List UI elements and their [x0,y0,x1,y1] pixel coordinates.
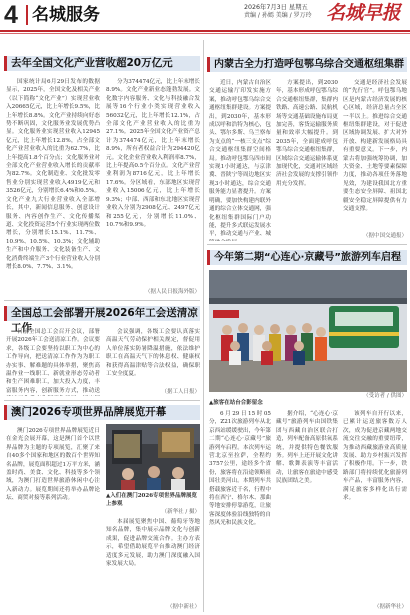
article4-source: （据中国交通报） [362,233,407,239]
article5-headline: 今年第二期“心连心·京藏号”旅游列车启程 [210,250,407,265]
article4-column-2 [276,79,338,241]
section-divider [207,244,407,245]
section-name: 名城服务 [32,5,100,25]
article3-column-1 [6,427,100,611]
article1-source: （据人民日报海外版） [144,289,200,295]
section-divider [4,300,200,301]
article3-photo-credit: （新华社 / 摄） [161,509,200,515]
article5-column-3 [343,410,407,600]
article4-body-2: 方案提出，到2030年，基本形成呼包鄂乌综合交通枢纽集群，集群内铁路、高速公路、民航机场等交通基础设施布局更加完善，客货运输服务质量和效率大幅提升。到2035年，全面建成呼包鄂乌综合交通枢纽集群，区域综合交通运输体系更加现代化，交通对区域经济社会发展的支撑引领作用充分发挥。 [276,80,338,187]
article1-column-2 [106,78,200,288]
editor-credit: 责编 / 孙嫣 美编 / 罗万玲 [244,12,312,19]
article5-caption: ▲旅客在站台合影留念 [209,400,263,406]
article1-headline: 去年全国文化产业营收超20万亿元 [7,56,200,71]
article3-body-2: 本届展览聚焦中国、葡萄牙等地知名品牌，集中展示品牌文化与创新成果，促进品牌交流合作。主办方表示，希望借助展览平台推动澳门经济适度多元发展，助力澳门深度融入国家发展大局。 [106,519,200,568]
train-platform-photo-graphic [209,270,407,392]
article2-body-2: 会议强调，各级工会要认真落实高温天气劳动保护相关规定，督促用人单位落实防暑降温措施，依法维护职工在高温天气下的休息权、健康权和获得高温津贴等合法权益，确保职工安全度夏。 [106,329,200,378]
article3-column-2 [106,518,200,602]
issue-date: 2026年7月3日 星期五 [244,4,308,11]
article4-headline: 内蒙古全力打造呼包鄂乌综合交通枢纽集群 [210,57,407,72]
article5-body-3: 该列车自开行以来，已累计运送旅客数万人次，成为促进京藏两地交流交往交融的重要纽带，为推动西藏旅游业高质量发展、助力乡村振兴发挥了积极作用。下一步，铁路部门将持续优化旅游列车产品，丰富服务内容，满足旅客多样化出行需求。 [343,411,407,502]
article5-column-2 [276,410,338,610]
article4-column-3 [343,79,407,229]
page-number: 4 [4,1,18,29]
article2-headline: 全国总工会部署开展2026年工会送清凉工作 [7,306,200,321]
article3-photo [106,424,200,490]
article3-caption: ▲入们在澳门2026专项世界品牌展览上参观 [106,493,198,507]
article3-headline: 澳门2026专项世界品牌展览开幕 [7,405,200,420]
article4-column-1 [209,79,271,241]
article2-source: （据工人日报） [161,389,200,395]
article5-column-1 [209,410,271,610]
section-divider [4,400,200,401]
header-rule [0,30,410,32]
article3-body-1: 澳门2026专项世界品牌展览近日在金光会展开幕，这是澳门首个以世界品牌为主题的专项展览，汇聚了来自40多个国家和地区的数百个世界知名品牌，展览面积超过1万平方米，涵盖时尚、美食、文化、科技等多个领域，为澳门打造世界旅游休闲中心注入新动力。展览期间还将举办品牌论坛、商贸对接等系列活动。 [6,428,100,502]
newspaper-logo: 名城早报 [326,2,401,24]
article5-photo-credit: （受访者 / 供图） [363,393,407,399]
exhibition-photo-graphic [106,424,200,490]
header-rule-thin [0,33,410,34]
article3-source: （据中新社） [166,604,200,610]
article4-body-3: 交通是经济社会发展的“先行官”。呼包鄂乌地区是内蒙古经济发展的核心区域，经济总量占全区一半以上。推进综合交通枢纽集群建设，对于促进区域协调发展、扩大对外开放、构建新发展格局具有重要意义。下一步，内蒙古将加强统筹协调，加大资金、土地等要素保障力度，推动各项任务落地见效，为建设我国北方重要生态安全屏障、祖国北疆安全稳定屏障提供有力交通支撑。 [343,80,407,213]
article5-body-2: 据介绍，“心连心·京藏号”旅游列车由国铁集团与西藏自治区联合打造，列车配备高原供氧系统，并提供特色餐饮服务。列车上还开展文化讲解、歌舞表演等丰富活动，让旅客在旅途中感受民族团结之美。 [276,411,338,485]
article2-body-1: 日前全国总工会召开会议，部署开展2026年工会送清凉工作。会议要求，各级工会要坚持以职工为中心的工作导向，把送清凉工作作为为职工办实事、解难题的具体举措，聚焦高温作业一线职工、新就业形态劳动者和生产困难职工，加大投入力度，丰富服务内容，创新服务方式，推动送 [6,329,100,394]
article2-column-1 [6,328,100,396]
article5-source: （据新华社） [373,604,407,610]
article1-body-1: 国家统计局6月29日发布的数据显示，2025年，全国文化及相关产业（以下简称“文化产业”）实现营业收入20665亿元，比上年增长9.5%，比上年增长8.8%。文化产业持续向好态势不断巩固，文化服务业发展优势凸显。文化服务业实现营业收入12945亿元，比上年增长12.8%，占全部文化产业营业收入的比重为62.7%，比上年提高1.8个百分点；文化服务业对全部文化产业营业收入增长的贡献率为82.7%。文化制造业、文化批发零售业分别实现营业收入4919亿元和3526亿元，分别增长6.4%和0.5%。文化产业九大行业营业收入全部增长，其中，新闻信息服务、创意设计服务、内容创作生产、文化传播渠道、文化投资运营5个行业实现两位数增长，分别增长15.1%、11.7%、10.9%、10.5%、10.3%；文化辅助生产和中介服务、文化装备生产、文化消费终端生产3个行业营业收入分别增长8.0%、7.7%、3.1%。 [6,79,100,270]
article1-column-1 [6,78,100,296]
article1-body-2: 分为374474亿元，比上年末增长8.9%。文化产业新业态蓬勃发展。文化数字内容服务、文化与科技融合发展等16个行业小类实现营业收入56032亿元，比上年增长12.1%，占全部文化产业营业收入的比重为27.1%。2025年全国文化产业资产总计为374474亿元，比上年末增长8.9%，所有者权益合计为294420亿元。文化企业营业收入利润率8.7%，比上年提高0.5个百分点。文化产业营业利润为8716亿元，比上年增长17.6%。分区域看，东部地区实现营业收入15006亿元，比上年增长9.3%；中部、西部和东北地区实现营业收入分别为2908亿元、2497亿元和255亿元，分别增长11.0%、10.7%和9.9%。 [106,79,200,228]
column-divider [203,40,204,612]
article5-body-1: 6月29日15时05分，Z21次旅游列车从北京西站缓缓驶出，今年第二期“心连心·京藏号”旅游列车启程。本次列车运营北京至拉萨，全程约3757公里，途经多个省份，旅客将在沿途领略祖国壮美河山。本期列车共搭载旅客近千名，行程中将在西宁、格尔木、那曲等地安排停靠游览，让旅客深度体验沿线独特的自然风光和民族文化。 [209,411,271,527]
header-divider [26,5,28,25]
article2-column-2 [106,328,200,388]
article5-photo [209,270,407,392]
article4-body-1: 近日，内蒙古自治区交通运输厅印发实施方案，推动呼包鄂乌综合交通枢纽集群建设。方案提出，到2030年，基本形成以呼和浩特为核心，包头、鄂尔多斯、乌兰察布为支点的“一核三支点”综合交通枢纽集群空间格局。推动呼包鄂乌四市间实现1小时通达，与京津冀、晋陕宁等周边地区实现3小时通达，综合交通服务能力显著提升。方案明确，要加快构建内联外通的综合立体交通网，强化枢纽集群国际门户功能，提升多式联运发展水平，推动交通与产业、城 [209,80,271,238]
